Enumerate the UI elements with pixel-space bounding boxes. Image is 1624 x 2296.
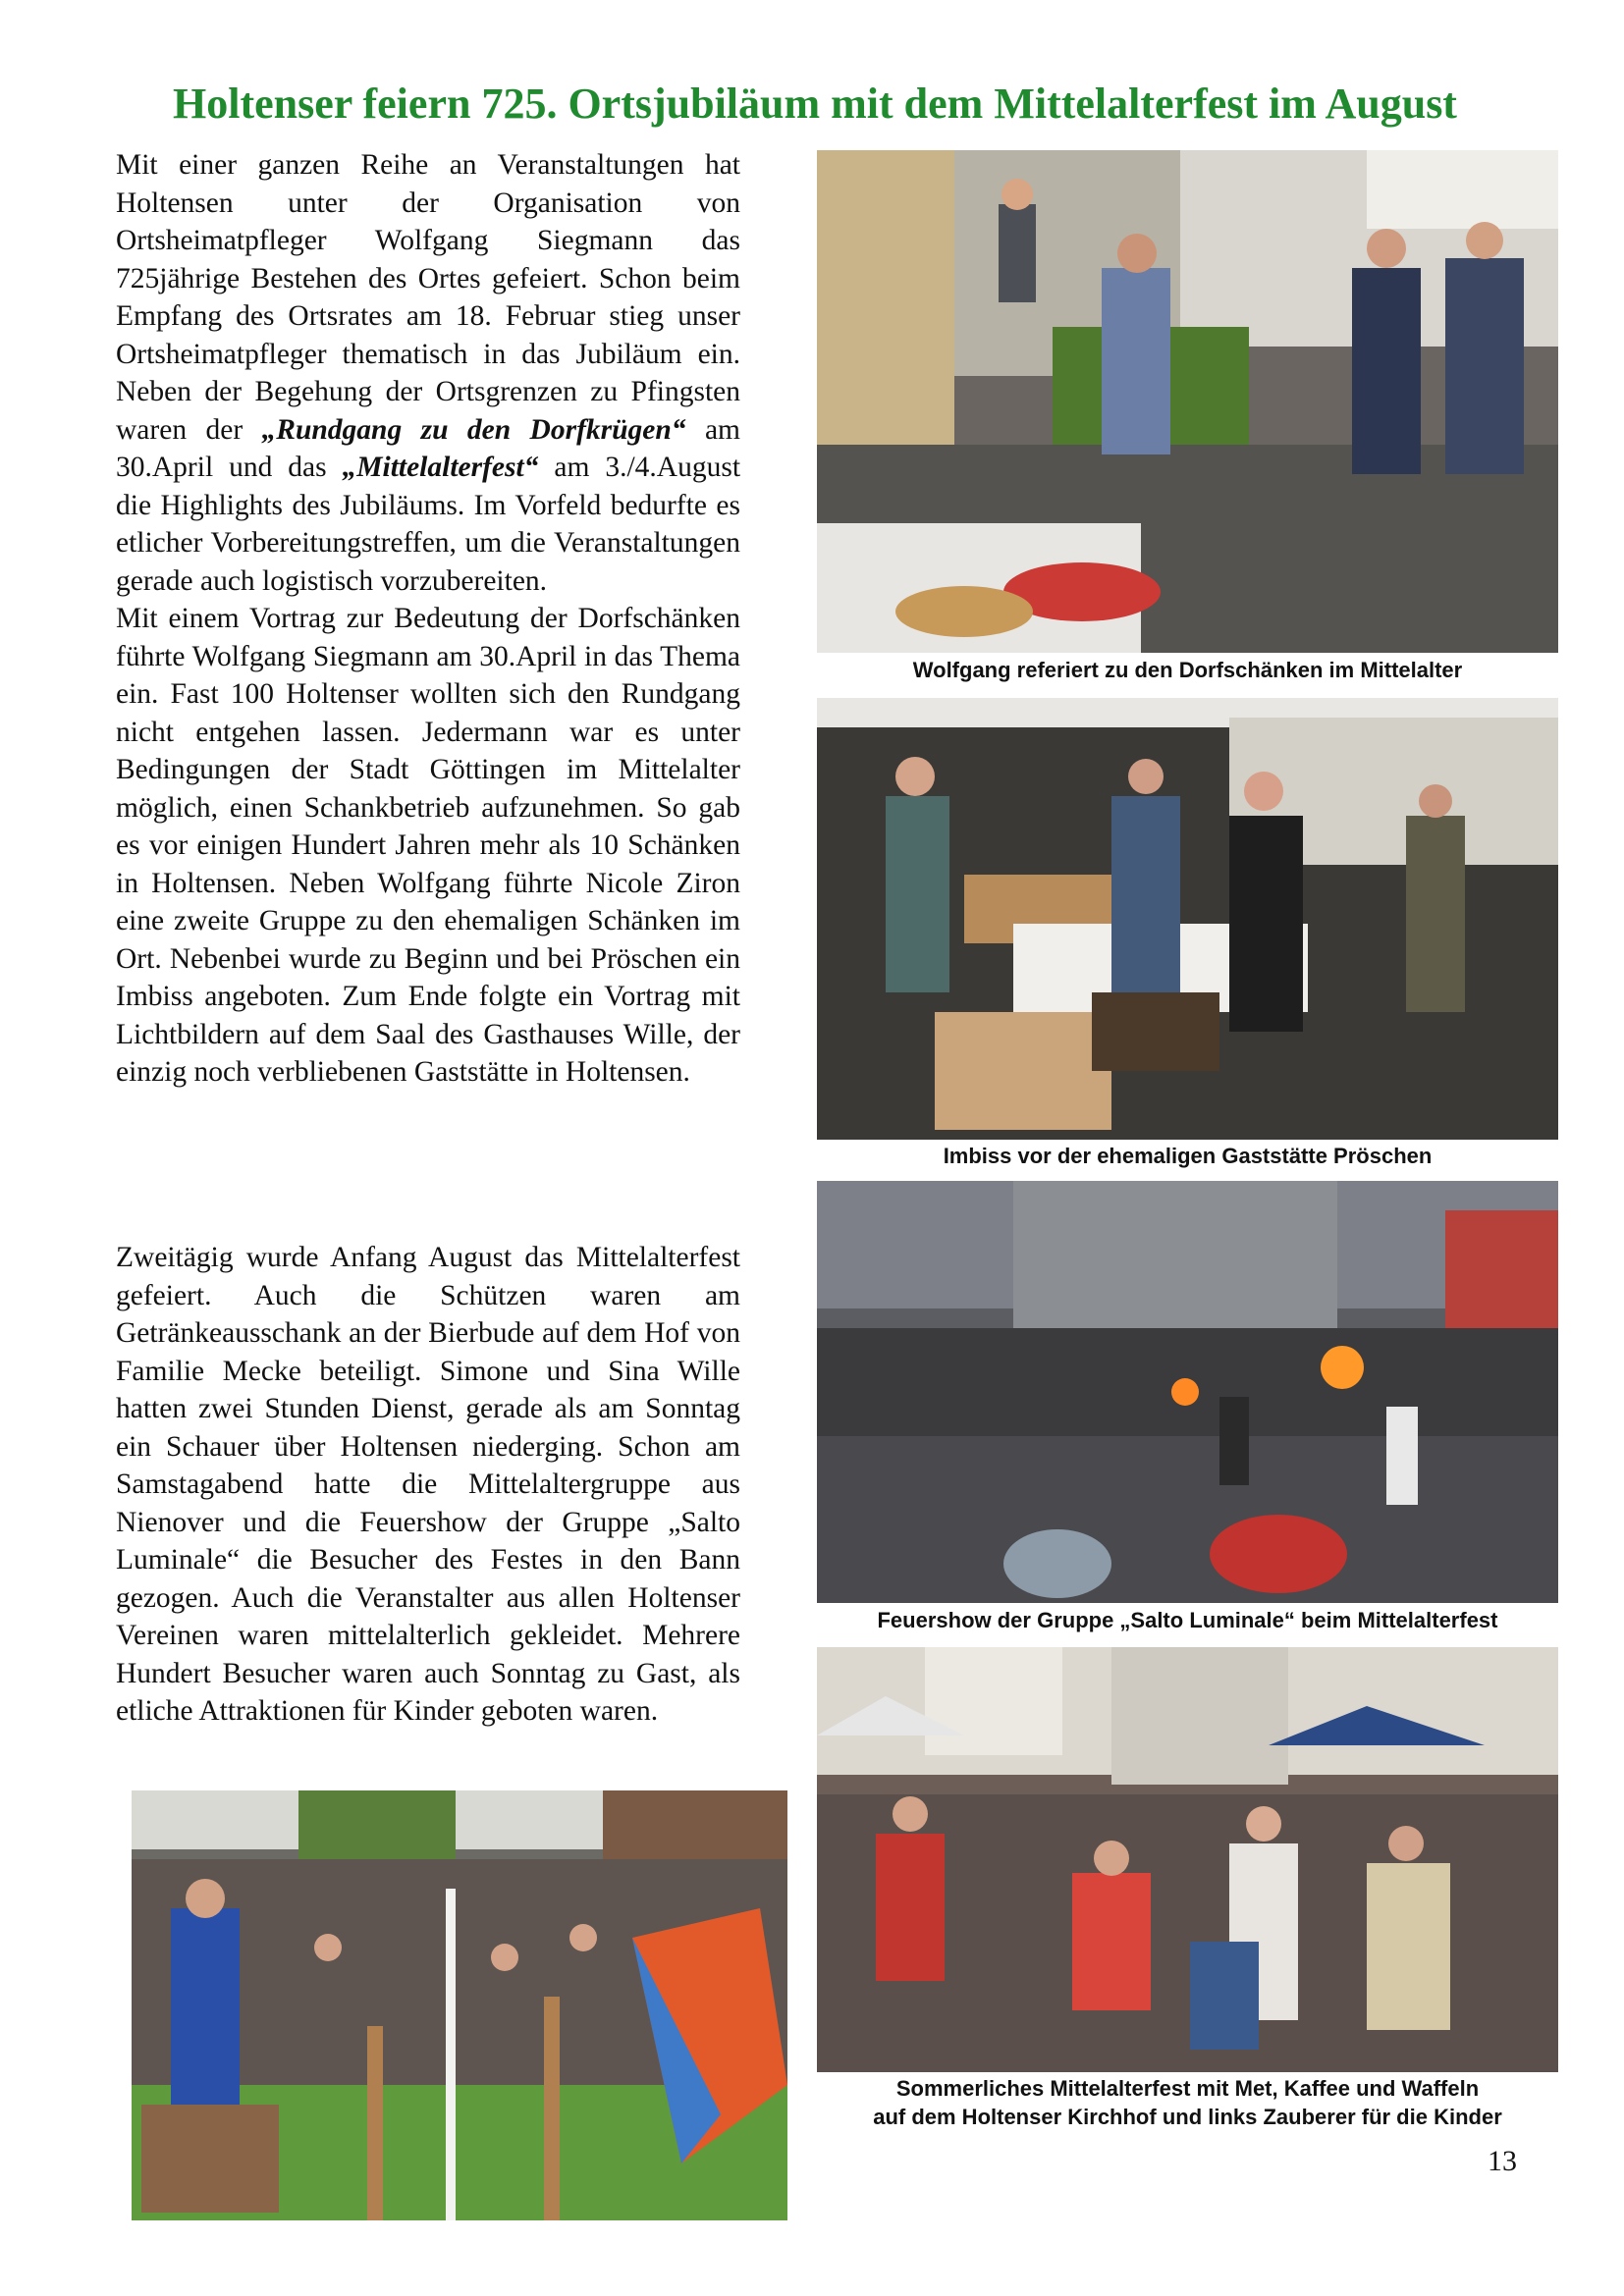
article-column-part2 [116,1239,740,1731]
page-number: 13 [1488,2145,1517,2177]
paragraph-mittelalterfest: Zweitägig wurde Anfang August das Mittelalterfest gefeiert. Auch die Schützen waren am Getränkeausschank an der Bierbude auf dem Hof von Familie Mecke beteiligt. Simone und Sina Wille hatten zwei Stunden Dienst, gerade als am Sonntag ein Schauer über Holtensen niederging. Schon am Samstagabend hatte die Mittelaltergruppe aus Nienover und die Feuershow der Gruppe „Salto Luminale“ die Besucher des Festes in den Bann gezogen. Auch die Veranstalter aus allen Holtenser Vereinen waren mittelalterlich gekleidet. Mehrere Hundert Besucher waren auch Sonntag zu Gast, als etliche Attraktionen für Kinder geboten waren. [116,1242,740,1727]
caption-photo-4-line2: auf dem Holtenser Kirchhof und links Zauberer für die Kinder [873,2105,1502,2129]
caption-photo-4 [817,2074,1558,2131]
paragraph-intro: Mit einer ganzen Reihe an Veranstaltungen hat Holtensen unter der Organisation von Ortsheimatpfleger Wolfgang Siegmann das 725jährige Bestehen des Ortes gefeiert. Schon beim Empfang des Ortsrates am 18. Februar stieg unser Ortsheimatpfleger thematisch in das Jubiläum ein. Neben der Begehung der Ortsgrenzen zu Pfingsten waren der „Rundgang zu den Dorfkrügen“ am 30.April und das „Mittelalterfest“ am 3./4.August die Highlights des Jubiläums. Im Vorfeld bedurfte es etlicher Vorbereitungstreffen, um die Veranstaltungen gerade auch logistisch vorzubereiten. [116,149,741,597]
caption-photo-3: Feuershow der Gruppe „Salto Luminale“ beim Mittelalterfest [877,1608,1498,1632]
photo-wolfgang-speech [817,150,1558,653]
photo-kirchhof [817,1647,1558,2072]
photo-feuershow [817,1181,1558,1603]
paragraph-rundgang: Mit einem Vortrag zur Bedeutung der Dorfschänken führte Wolfgang Siegmann am 30.April in das Thema ein. Fast 100 Holtenser wollten sich den Rundgang nicht entgehen lassen. Jedermann war es unter Bedingungen der Stadt Göttingen im Mittelalter möglich, einen Schankbetrieb aufzunehmen. So gab es vor einigen Hundert Jahren mehr als 10 Schänken in Holtensen. Neben Wolfgang führte Nicole Ziron eine zweite Gruppe zu den ehemaligen Schänken im Ort. Nebenbei wurde zu Beginn und bei Pröschen ein Imbiss angeboten. Zum Ende folgte ein Vortrag mit Lichtbildern auf dem Saal des Gasthauses Wille, der einzig noch verbliebenen Gaststätte in Holtensen. [116,603,740,1088]
article-column-part1 [116,146,740,1092]
caption-photo-1: Wolfgang referiert zu den Dorfschänken im Mittelalter [912,658,1463,682]
caption-photo-4-line1: Sommerliches Mittelalterfest mit Met, Kaffee und Waffeln [895,2076,1480,2101]
photo-imbiss-proeschen [817,698,1558,1140]
photo-zauberer [132,1790,787,2220]
caption-photo-2: Imbiss vor der ehemaligen Gaststätte Pröschen [943,1144,1433,1168]
article-title: Holtenser feiern 725. Ortsjubiläum mit dem Mittelalterfest im August [173,80,1457,128]
